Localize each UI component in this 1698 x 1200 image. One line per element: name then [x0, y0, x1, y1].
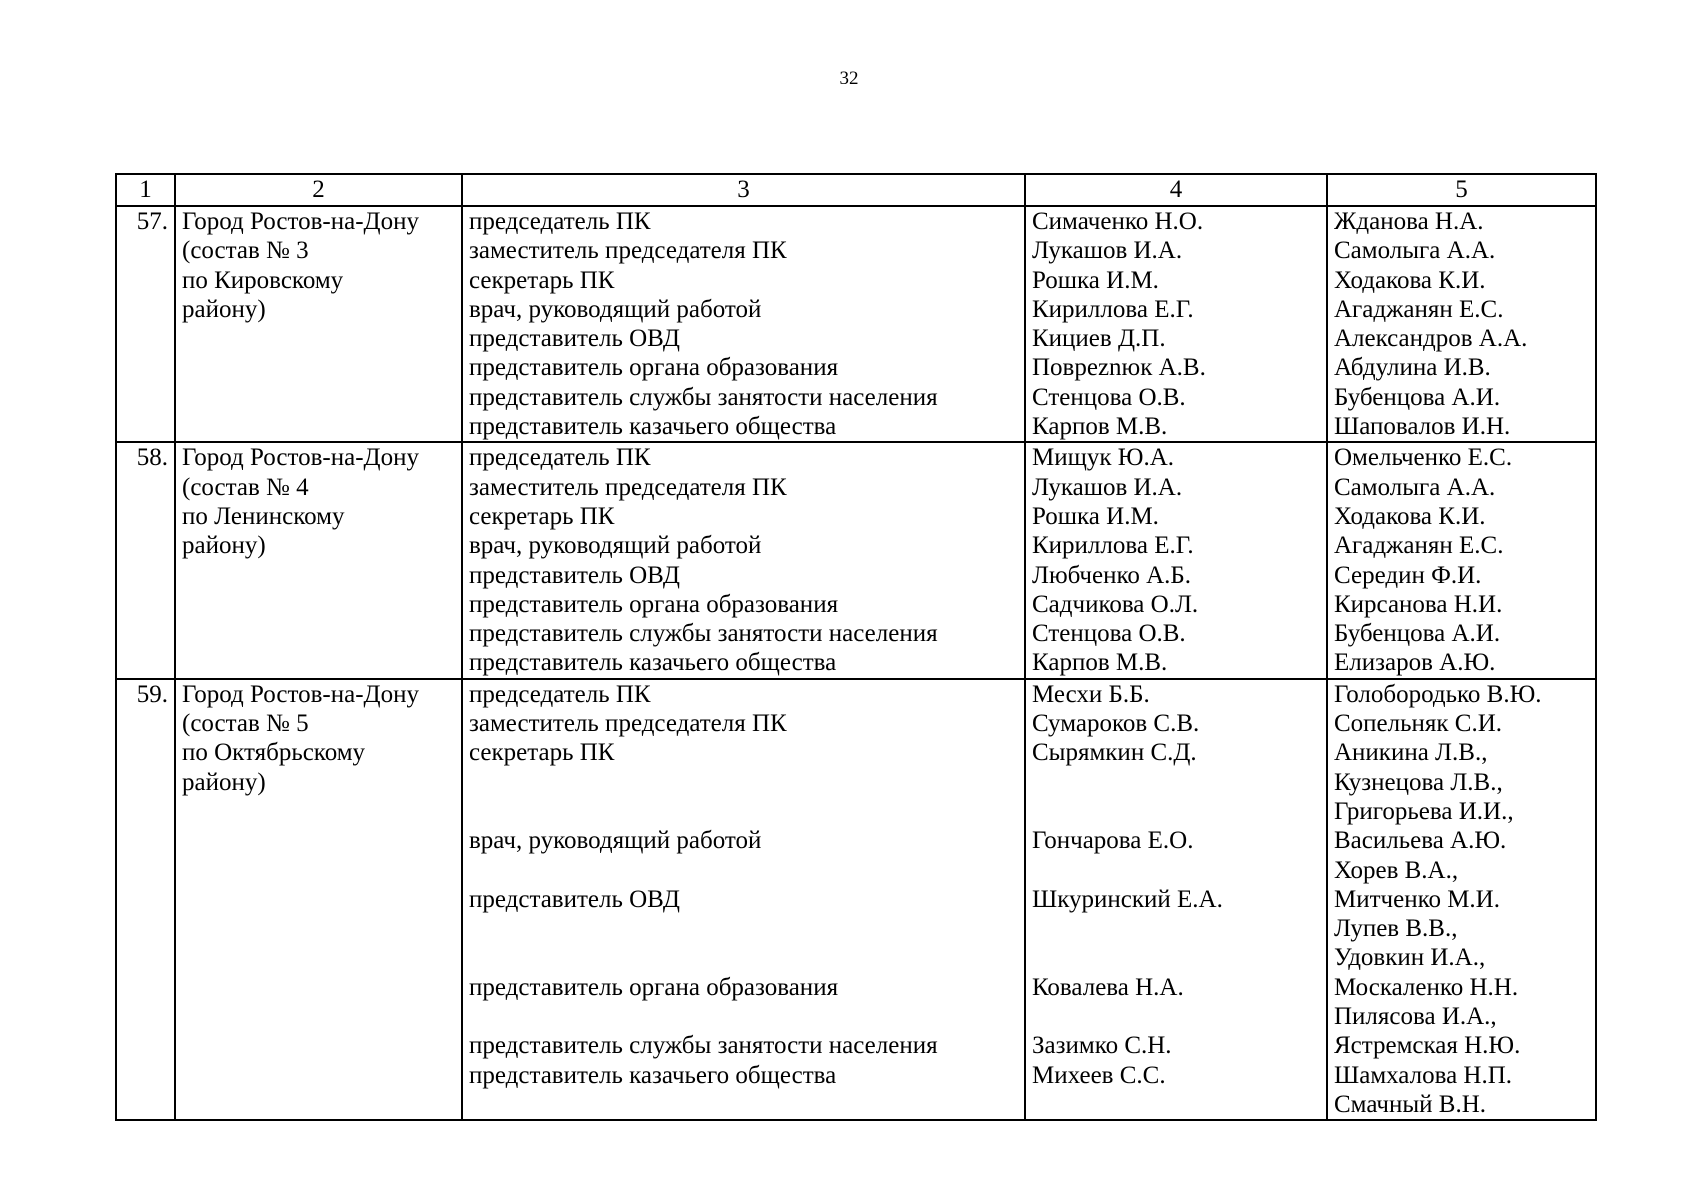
role-line: представитель казачьего общества: [469, 1061, 837, 1089]
role-line: председатель ПК: [469, 444, 651, 472]
reserve-line: Бубенцова А.И.: [1334, 620, 1501, 648]
reserve-line: Самолыга А.А.: [1334, 237, 1496, 265]
reserve-line: Бубенцова А.И.: [1334, 383, 1501, 411]
reserves-cell: [1327, 206, 1596, 442]
reserve-line: Лупев В.В.,: [1334, 915, 1458, 943]
member-line: Симаченко Н.О.: [1032, 208, 1204, 235]
row-number: 58.: [116, 442, 175, 678]
role-line: представитель органа образования: [469, 590, 839, 618]
reserve-line: Абдулина И.В.: [1334, 354, 1491, 382]
district-cell: [175, 206, 462, 442]
member-line: Рошка И.М.: [1032, 266, 1159, 294]
reserve-line: Аникина Л.В.,: [1334, 739, 1488, 767]
reserve-line: Омельченко Е.С.: [1334, 444, 1513, 472]
reserve-line: Ястремская Н.Ю.: [1334, 1032, 1521, 1060]
reserve-line: Агаджанян Е.С.: [1334, 532, 1504, 560]
member-line: Стенцова О.В.: [1032, 620, 1186, 648]
blank-line: [469, 943, 1018, 972]
reserve-line: Елизаров А.Ю.: [1334, 649, 1496, 677]
blank-line: [1032, 768, 1320, 797]
role-line: представитель органа образования: [469, 973, 839, 1001]
reserve-line: Шаповалов И.Н.: [1334, 413, 1511, 441]
member-line: Сумароков С.В.: [1032, 710, 1200, 738]
district-line: Город Ростов-на-Дону: [182, 208, 419, 235]
role-line: заместитель председателя ПК: [469, 237, 787, 265]
role-line: представитель службы занятости населения: [469, 1032, 938, 1060]
member-line: Кириллова Е.Г.: [1032, 532, 1194, 560]
reserves-cell: [1327, 679, 1596, 1120]
member-line: Шкуринский Е.А.: [1032, 885, 1223, 913]
district-line: району): [182, 768, 266, 796]
reserve-line: Кирсанова Н.И.: [1334, 590, 1503, 618]
reserve-line: Жданова Н.А.: [1334, 208, 1484, 235]
member-line: Кириллова Е.Г.: [1032, 295, 1194, 323]
blank-line: [1032, 943, 1320, 972]
role-line: представитель казачьего общества: [469, 413, 837, 441]
member-line: Михеев С.С.: [1032, 1061, 1166, 1089]
role-line: секретарь ПК: [469, 266, 615, 294]
header-col-3: 3: [462, 174, 1025, 206]
table-row: [116, 442, 1596, 678]
reserve-line: Кузнецова Л.В.,: [1334, 768, 1503, 796]
header-row: [116, 174, 1596, 206]
member-line: Мищук Ю.А.: [1032, 444, 1175, 472]
blank-line: [469, 914, 1018, 943]
reserve-line: Григорьева И.И.,: [1334, 797, 1514, 825]
roles-cell: [462, 679, 1025, 1120]
member-line: Гончарова Е.О.: [1032, 827, 1194, 855]
table-row: [116, 206, 1596, 442]
row-number: 57.: [116, 206, 175, 442]
member-line: Кициев Д.П.: [1032, 325, 1166, 353]
member-line: Любченко А.Б.: [1032, 561, 1191, 589]
blank-line: [1032, 1002, 1320, 1031]
reserve-line: Смачный В.Н.: [1334, 1090, 1487, 1118]
page-number: 32: [839, 68, 859, 89]
blank-line: [469, 1002, 1018, 1031]
reserve-line: Митченко М.И.: [1334, 885, 1500, 913]
role-line: заместитель председателя ПК: [469, 473, 787, 501]
blank-line: [1032, 856, 1320, 885]
blank-line: [469, 856, 1018, 885]
member-line: Зазимко С.Н.: [1032, 1032, 1172, 1060]
role-line: представитель ОВД: [469, 561, 680, 589]
role-line: представитель службы занятости населения: [469, 620, 938, 648]
roles-cell: [462, 442, 1025, 678]
reserve-line: Самолыга А.А.: [1334, 473, 1496, 501]
district-cell: [175, 442, 462, 678]
member-line: Ковалева Н.А.: [1032, 973, 1184, 1001]
header-col-2: 2: [175, 174, 462, 206]
row-number: 59.: [116, 679, 175, 1120]
members-cell: [1025, 442, 1327, 678]
role-line: представитель казачьего общества: [469, 649, 837, 677]
blank-line: [469, 768, 1018, 797]
member-line: Карпов М.В.: [1032, 413, 1168, 441]
blank-line: [469, 797, 1018, 826]
reserve-line: Васильева А.Ю.: [1334, 827, 1507, 855]
reserve-line: Ходакова К.И.: [1334, 266, 1486, 294]
members-cell: [1025, 679, 1327, 1120]
district-line: (состав № 5: [182, 710, 309, 738]
header-col-4: 4: [1025, 174, 1327, 206]
role-line: представитель службы занятости населения: [469, 383, 938, 411]
district-line: Город Ростов-на-Дону: [182, 444, 419, 472]
role-line: врач, руководящий работой: [469, 295, 762, 323]
district-line: району): [182, 295, 266, 323]
reserve-line: Агаджанян Е.С.: [1334, 295, 1504, 323]
reserve-line: Голобородько В.Ю.: [1334, 680, 1542, 708]
member-line: Карпов М.В.: [1032, 649, 1168, 677]
commission-table: [115, 173, 1597, 1121]
role-line: представитель ОВД: [469, 885, 680, 913]
roles-cell: [462, 206, 1025, 442]
role-line: врач, руководящий работой: [469, 532, 762, 560]
district-cell: [175, 679, 462, 1120]
member-line: Лукашов И.А.: [1032, 237, 1183, 265]
member-line: Стенцова О.В.: [1032, 383, 1186, 411]
reserve-line: Пилясова И.А.,: [1334, 1003, 1497, 1031]
member-line: Лукашов И.А.: [1032, 473, 1183, 501]
reserves-cell: [1327, 442, 1596, 678]
role-line: председатель ПК: [469, 680, 651, 708]
member-line: Рошка И.М.: [1032, 502, 1159, 530]
blank-line: [1032, 914, 1320, 943]
member-line: Месхи Б.Б.: [1032, 680, 1150, 708]
district-line: Город Ростов-на-Дону: [182, 680, 419, 708]
reserve-line: Александров А.А.: [1334, 325, 1528, 353]
role-line: секретарь ПК: [469, 739, 615, 767]
district-line: району): [182, 532, 266, 560]
blank-line: [1032, 797, 1320, 826]
role-line: представитель ОВД: [469, 325, 680, 353]
reserve-line: Ходакова К.И.: [1334, 502, 1486, 530]
district-line: (состав № 3: [182, 237, 309, 265]
district-line: по Кировскому: [182, 266, 344, 294]
role-line: председатель ПК: [469, 208, 651, 235]
table-row: [116, 679, 1596, 1120]
role-line: секретарь ПК: [469, 502, 615, 530]
member-line: Садчикова О.Л.: [1032, 590, 1199, 618]
members-cell: [1025, 206, 1327, 442]
header-col-1: 1: [116, 174, 175, 206]
reserve-line: Шамхалова Н.П.: [1334, 1061, 1513, 1089]
district-line: по Октябрьскому: [182, 739, 366, 767]
reserve-line: Сопельняк С.И.: [1334, 710, 1503, 738]
role-line: представитель органа образования: [469, 354, 839, 382]
member-line: Сырямкин С.Д.: [1032, 739, 1197, 767]
role-line: заместитель председателя ПК: [469, 710, 787, 738]
reserve-line: Середин Ф.И.: [1334, 561, 1482, 589]
district-line: по Ленинскому: [182, 502, 345, 530]
member-line: Повреznюк А.В.: [1032, 354, 1206, 382]
reserve-line: Москаленко Н.Н.: [1334, 973, 1519, 1001]
role-line: врач, руководящий работой: [469, 827, 762, 855]
district-line: (состав № 4: [182, 473, 309, 501]
reserve-line: Хорев В.А.,: [1334, 856, 1459, 884]
reserve-line: Удовкин И.А.,: [1334, 944, 1486, 972]
header-col-5: 5: [1327, 174, 1596, 206]
